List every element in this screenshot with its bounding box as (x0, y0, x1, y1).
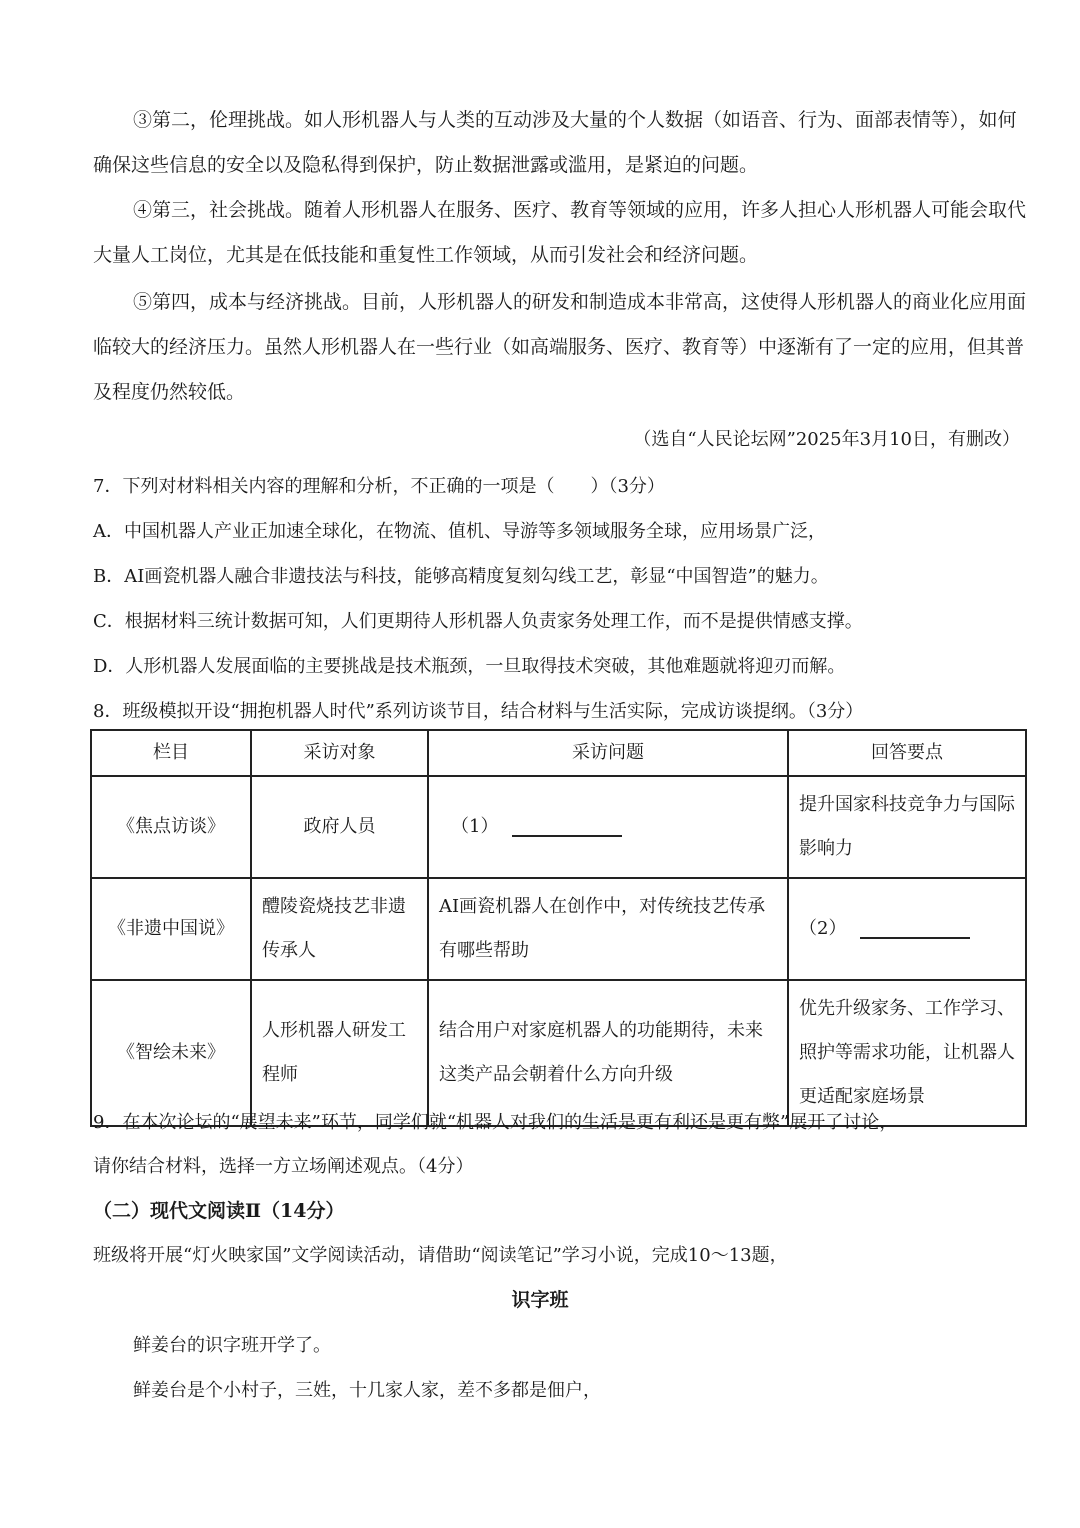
question-7-option-c: C．根据材料三统计数据可知，人们更期待人形机器人负责家务处理工作，而不是提供情感支撑。 (93, 611, 863, 632)
row1-column: 《焦点访谈》 (91, 776, 251, 878)
header-column: 栏目 (91, 730, 251, 776)
paragraph-4: ④第三，社会挑战。随着人形机器人在服务、医疗、教育等领域的应用，许多人担心人形机器人可能会取代大量人工岗位，尤其是在低技能和重复性工作领域，从而引发社会和经济问题。 (93, 199, 1027, 266)
paragraph-3: ③第二，伦理挑战。如人形机器人与人类的互动涉及大量的个人数据（如语音、行为、面部表情等），如何确保这些信息的安全以及隐私得到保护，防止数据泄露或滥用，是紧迫的问题。 (93, 109, 1017, 176)
story-title: 识字班 (511, 1289, 569, 1311)
row1-answer: 提升国家科技竞争力与国际影响力 (788, 776, 1026, 878)
section-intro: 班级将开展“灯火映家国”文学阅读活动，请借助“阅读笔记”学习小说，完成10～13题， (93, 1245, 788, 1266)
row1-subject: 政府人员 (251, 776, 428, 878)
header-question: 采访问题 (428, 730, 788, 776)
header-subject: 采访对象 (251, 730, 428, 776)
question-7-option-b: B．AI画瓷机器人融合非遗技法与科技，能够高精度复刻勾线工艺，彰显“中国智造”的魅力。 (93, 566, 829, 587)
row2-subject: 醴陵瓷烧技艺非遗传承人 (251, 878, 428, 980)
question-7-stem: 7．下列对材料相关内容的理解和分析，不正确的一项是（ ）（3分） (93, 476, 665, 497)
row2-answer (788, 878, 1026, 980)
row3-answer: 优先升级家务、工作学习、照护等需求功能，让机器人更适配家庭场景 (788, 980, 1026, 1126)
table-row (91, 980, 1026, 1126)
table-header-row (91, 730, 1026, 776)
paragraph-5: ⑤第四，成本与经济挑战。目前，人形机器人的研发和制造成本非常高，这使得人形机器人的商业化应用面临较大的经济压力。虽然人形机器人在一些行业（如高端服务、医疗、教育等）中逐渐有了一定的应用，但其普及程度仍然较低。 (93, 291, 1027, 403)
blank-1-label: （1） (451, 816, 499, 837)
question-9-line2: 请你结合材料，选择一方立场阐述观点。（4分） (93, 1156, 474, 1177)
row2-question: AI画瓷机器人在创作中，对传统技艺传承有哪些帮助 (428, 878, 788, 980)
blank-2-label: （2） (799, 918, 847, 939)
answer-blank-1[interactable] (512, 817, 622, 837)
row3-column: 《智绘未来》 (91, 980, 251, 1126)
table-row (91, 776, 1026, 878)
question-7-option-d: D．人形机器人发展面临的主要挑战是技术瓶颈，一旦取得技术突破，其他难题就将迎刃而解。 (93, 656, 846, 677)
answer-blank-2[interactable] (860, 919, 970, 939)
question-9-line1: 9．在本次论坛的“展望未来”环节，同学们就“机器人对我们的生活是更有利还是更有弊”展开了讨论， (93, 1112, 898, 1133)
story-sentence-1: 鲜姜台的识字班开学了。 (133, 1335, 331, 1356)
section-heading: （二）现代文阅读Ⅱ（14分） (93, 1200, 345, 1222)
row3-subject: 人形机器人研发工程师 (251, 980, 428, 1126)
row1-question (428, 776, 788, 878)
interview-outline-table (90, 729, 1027, 1127)
question-8-stem: 8．班级模拟开设“拥抱机器人时代”系列访谈节目，结合材料与生活实际，完成访谈提纲。（3分） (93, 701, 864, 722)
question-7-option-a: A．中国机器人产业正加速全球化，在物流、值机、导游等多领域服务全球，应用场景广泛， (93, 521, 826, 542)
row2-column: 《非遗中国说》 (91, 878, 251, 980)
table-row (91, 878, 1026, 980)
story-sentence-2: 鲜姜台是个小村子，三姓，十几家人家，差不多都是佃户， (133, 1380, 601, 1401)
header-answer: 回答要点 (788, 730, 1026, 776)
row3-question: 结合用户对家庭机器人的功能期待，未来这类产品会朝着什么方向升级 (428, 980, 788, 1126)
source-citation: （选自“人民论坛网”2025年3月10日，有删改） (633, 429, 1020, 450)
